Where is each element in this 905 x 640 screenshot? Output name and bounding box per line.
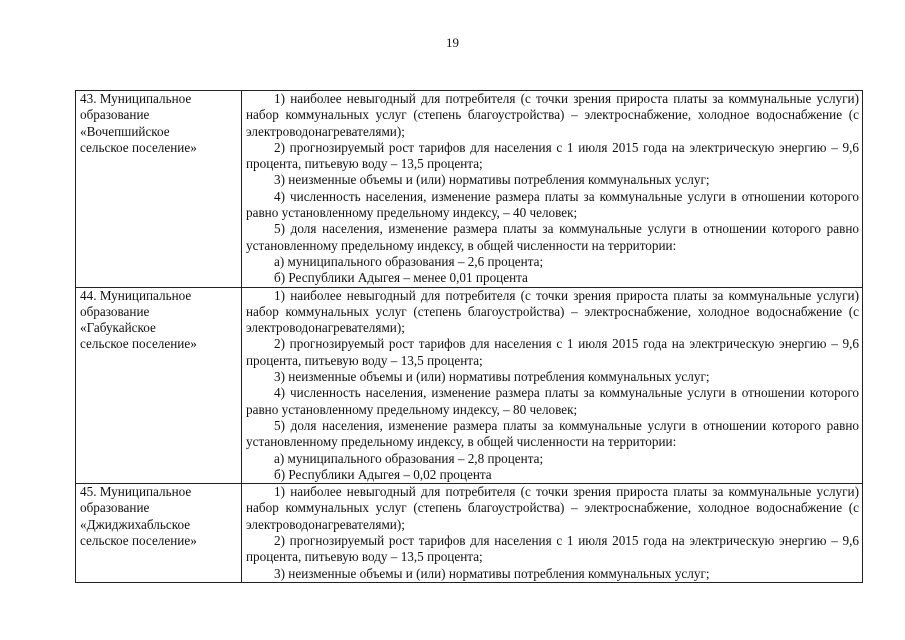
truncated-content xyxy=(246,484,859,582)
detail-paragraph: 1) наиболее невыгодный для потребителя (с точки зрения прироста платы за коммунальные услуги) набор коммунальных услуг (степень благоустройства) – электроснабжение, холодное водоснабжение (с электроводонагревателями); xyxy=(246,287,859,336)
municipality-name-line: образование xyxy=(80,303,150,319)
detail-paragraph: 1) наиболее невыгодный для потребителя (с точки зрения прироста платы за коммунальные услуги) набор коммунальных услуг (степень благоустройства) – электроснабжение, холодное водоснабжение (с электроводонагревателями); xyxy=(246,91,859,139)
detail-paragraph: 3) неизменные объемы и (или) нормативы потребления коммунальных услуг; xyxy=(274,172,710,188)
municipality-name-cell xyxy=(76,484,242,583)
detail-paragraph: 3) неизменные объемы и (или) нормативы потребления коммунальных услуг; xyxy=(274,565,710,581)
detail-paragraph: 2) прогнозируемый рост тарифов для населения с 1 июля 2015 года на электрическую энергию – 9,6 процента, питьевую воду – 13,5 процента; xyxy=(246,139,859,172)
municipality-name-line: 43. Муниципальное xyxy=(80,91,192,106)
municipality-table xyxy=(75,90,863,583)
municipality-name-line: «Вочепшийское xyxy=(80,123,170,139)
detail-paragraph: 4) численность населения, изменение размера платы за коммунальные услуги в отношении которого равно установленному предельному индексу, – 80 человек; xyxy=(246,385,859,417)
municipality-name-line: образование xyxy=(80,500,150,516)
municipality-name-line: сельское поселение» xyxy=(80,336,197,352)
municipality-details-cell xyxy=(242,484,863,583)
municipality-name-line: 45. Муниципальное xyxy=(80,484,192,500)
detail-paragraph: а) муниципального образования – 2,6 процента; xyxy=(274,253,544,269)
detail-paragraph: а) муниципального образования – 2,8 процента; xyxy=(274,450,544,466)
detail-paragraph: б) Республики Адыгея – менее 0,01 процента xyxy=(274,270,528,286)
municipality-name-line: «Габукайское xyxy=(80,320,156,336)
municipality-name-line: сельское поселение» xyxy=(80,139,197,155)
detail-paragraph: 1) наиболее невыгодный для потребителя (с точки зрения прироста платы за коммунальные услуги) набор коммунальных услуг (степень благоустройства) – электроснабжение, холодное водоснабжение (с электроводонагревателями); xyxy=(246,484,859,532)
detail-paragraph: 4) численность населения, изменение размера платы за коммунальные услуги в отношении которого равно установленному предельному индексу, – 40 человек; xyxy=(246,188,859,221)
municipality-name-line: 44. Муниципальное xyxy=(80,287,192,303)
municipality-name-cell xyxy=(76,91,242,288)
detail-paragraph: б) Республики Адыгея – 0,02 процента xyxy=(274,466,492,482)
detail-paragraph: 5) доля населения, изменение размера платы за коммунальные услуги в отношении которого равно установленному предельному индексу, в общей численности на территории: xyxy=(246,417,859,450)
detail-paragraph: 2) прогнозируемый рост тарифов для населения с 1 июля 2015 года на электрическую энергию – 9,6 процента, питьевую воду – 13,5 процента; xyxy=(246,336,859,368)
detail-paragraph: 5) доля населения, изменение размера платы за коммунальные услуги в отношении которого равно установленному предельному индексу, в общей численности на территории: xyxy=(246,221,859,253)
page-number: 19 xyxy=(446,35,459,50)
municipality-name-cell xyxy=(76,287,242,484)
municipality-name-line: образование xyxy=(80,107,150,123)
table-row xyxy=(76,91,863,288)
table-row xyxy=(76,484,863,583)
municipality-name-line: сельское поселение» xyxy=(80,533,197,549)
table-row xyxy=(76,287,863,484)
detail-paragraph: 2) прогнозируемый рост тарифов для населения с 1 июля 2015 года на электрическую энергию – 9,6 процента, питьевую воду – 13,5 процента; xyxy=(246,533,859,565)
municipality-details-cell xyxy=(242,287,863,484)
detail-paragraph: 3) неизменные объемы и (или) нормативы потребления коммунальных услуг; xyxy=(274,369,710,385)
municipality-details-cell xyxy=(242,91,863,288)
municipality-name-line: «Джиджихабльское xyxy=(80,516,191,532)
